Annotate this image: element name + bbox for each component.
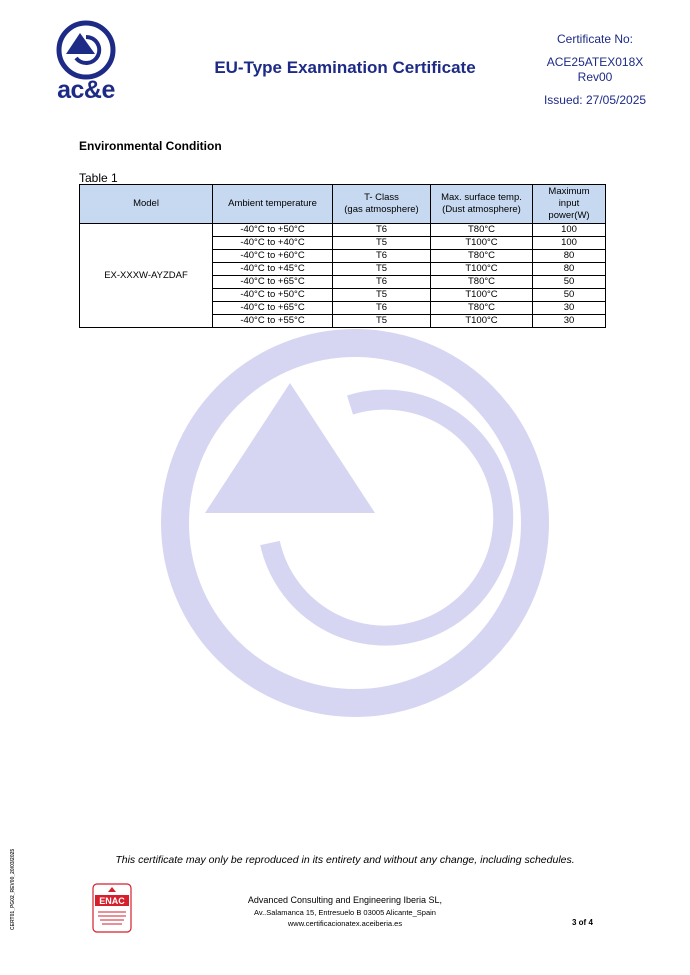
- table-caption: Table 1: [79, 171, 118, 185]
- t-class-cell: T6: [333, 250, 431, 263]
- ambient-cell: -40°C to +40°C: [213, 237, 333, 250]
- company-address: Av..Salamanca 15, Entresuelo B 03005 Alicante_Spain: [254, 908, 436, 917]
- header-power-line1: Maximum: [548, 186, 590, 197]
- certificate-number-label: Certificate No:: [556, 32, 634, 46]
- surface-temp-cell: T80°C: [431, 302, 533, 315]
- surface-temp-cell: T100°C: [431, 237, 533, 250]
- header-model: Model: [80, 185, 213, 224]
- power-cell: 80: [533, 250, 606, 263]
- header-power-line2: input: [558, 198, 580, 209]
- header-power-line3: power(W): [548, 210, 590, 221]
- header-t-class: [333, 185, 431, 224]
- t-class-cell: T5: [333, 315, 431, 328]
- issued-date: Issued: 27/05/2025: [543, 93, 647, 107]
- power-cell: 80: [533, 263, 606, 276]
- header-max-power: [533, 185, 606, 224]
- header-surface-line1: Max. surface temp.: [441, 192, 522, 203]
- surface-temp-cell: T80°C: [431, 224, 533, 237]
- ace-logo-icon: [50, 20, 122, 80]
- surface-temp-cell: T100°C: [431, 289, 533, 302]
- logo-text: ac&e: [57, 76, 115, 104]
- t-class-cell: T6: [333, 302, 431, 315]
- reproduction-notice: This certificate may only be reproduced in its entirety and without any change, including schedules.: [115, 854, 575, 866]
- ambient-cell: -40°C to +65°C: [213, 276, 333, 289]
- ambient-cell: -40°C to +50°C: [213, 224, 333, 237]
- document-title: EU-Type Examination Certificate: [214, 58, 476, 77]
- power-cell: 100: [533, 224, 606, 237]
- svg-text:ENAC: ENAC: [99, 896, 125, 906]
- certificate-revision: Rev00: [577, 70, 613, 84]
- t-class-cell: T6: [333, 224, 431, 237]
- power-cell: 50: [533, 289, 606, 302]
- t-class-cell: T5: [333, 263, 431, 276]
- power-cell: 30: [533, 315, 606, 328]
- power-cell: 100: [533, 237, 606, 250]
- t-class-cell: T6: [333, 276, 431, 289]
- header-t-class-line1: T- Class: [364, 192, 399, 203]
- ambient-cell: -40°C to +65°C: [213, 302, 333, 315]
- company-name: Advanced Consulting and Engineering Iberia SL,: [247, 895, 443, 905]
- header-surface-line2: (Dust atmosphere): [442, 204, 521, 215]
- surface-temp-cell: T80°C: [431, 250, 533, 263]
- watermark-logo: [150, 318, 560, 728]
- ambient-cell: -40°C to +45°C: [213, 263, 333, 276]
- surface-temp-cell: T80°C: [431, 276, 533, 289]
- company-website: www.certificacionatex.aceiberia.es: [287, 919, 403, 928]
- header-surface-temp: [431, 185, 533, 224]
- table-header-row: [80, 185, 606, 224]
- power-cell: 50: [533, 276, 606, 289]
- t-class-cell: T5: [333, 289, 431, 302]
- surface-temp-cell: T100°C: [431, 315, 533, 328]
- model-cell: EX-XXXW-AYZDAF: [80, 224, 213, 328]
- header-t-class-line2: (gas atmosphere): [344, 204, 419, 215]
- page-number: 3 of 4: [572, 918, 593, 927]
- certificate-number: ACE25ATEX018X: [546, 55, 644, 69]
- t-class-cell: T5: [333, 237, 431, 250]
- ambient-cell: -40°C to +55°C: [213, 315, 333, 328]
- surface-temp-cell: T100°C: [431, 263, 533, 276]
- header-ambient-temperature: Ambient temperature: [213, 185, 333, 224]
- environmental-condition-table: [79, 184, 606, 328]
- ambient-cell: -40°C to +60°C: [213, 250, 333, 263]
- table-row: [80, 224, 606, 237]
- power-cell: 30: [533, 302, 606, 315]
- ambient-cell: -40°C to +50°C: [213, 289, 333, 302]
- document-side-code: CERT01_PG02_REV00_20/03/2025: [10, 848, 16, 930]
- section-title: Environmental Condition: [79, 139, 222, 153]
- enac-accreditation-logo: [92, 883, 132, 933]
